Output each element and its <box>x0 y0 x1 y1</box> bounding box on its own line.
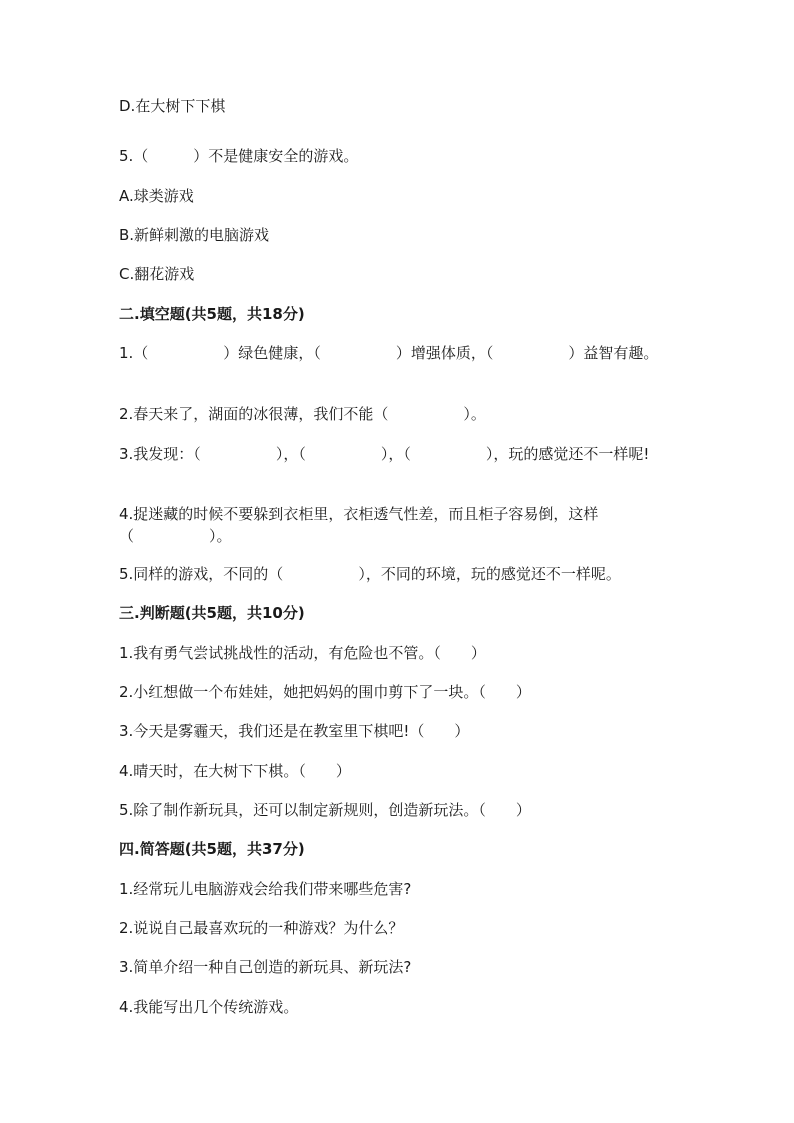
q4-option-d: D.在大树下下棋 <box>119 97 226 115</box>
q5-option-b: B.新鲜刺激的电脑游戏 <box>119 226 270 244</box>
judge-question-3: 3.今天是雾霾天，我们还是在教室里下棋吧!（ ） <box>119 722 470 740</box>
short-answer-question-3: 3.简单介绍一种自己创造的新玩具、新玩法? <box>119 958 412 976</box>
fill-blank-question-5: 5.同样的游戏，不同的（ ），不同的环境，玩的感觉还不一样呢。 <box>119 565 621 583</box>
judge-question-4: 4.晴天时，在大树下下棋。（ ） <box>119 762 351 780</box>
q5-option-c: C.翻花游戏 <box>119 265 195 283</box>
judge-question-1: 1.我有勇气尝试挑战性的活动，有危险也不管。（ ） <box>119 644 486 662</box>
section-heading-judge: 三.判断题(共5题，共10分) <box>119 604 305 622</box>
fill-blank-question-4: 4.捉迷藏的时候不要躲到衣柜里，衣柜透气性差，而且柜子容易倒，这样（ ）。 <box>119 505 599 545</box>
section-heading-short-answer: 四.简答题(共5题，共37分) <box>119 840 305 858</box>
fill-blank-question-3: 3.我发现：（ ），（ ），（ ），玩的感觉还不一样呢! <box>119 445 650 463</box>
fill-blank-question-2: 2.春天来了，湖面的冰很薄，我们不能（ ）。 <box>119 405 486 423</box>
q5-stem: 5.（ ）不是健康安全的游戏。 <box>119 147 359 165</box>
short-answer-question-4: 4.我能写出几个传统游戏。 <box>119 998 299 1016</box>
section-heading-fill-blank: 二.填空题(共5题，共18分) <box>119 305 305 323</box>
fill-blank-question-1: 1.（ ）绿色健康，（ ）增强体质，（ ）益智有趣。 <box>119 344 659 362</box>
short-answer-question-1: 1.经常玩儿电脑游戏会给我们带来哪些危害? <box>119 880 412 898</box>
judge-question-5: 5.除了制作新玩具，还可以制定新规则，创造新玩法。（ ） <box>119 801 531 819</box>
q5-option-a: A.球类游戏 <box>119 187 194 205</box>
judge-question-2: 2.小红想做一个布娃娃，她把妈妈的围巾剪下了一块。（ ） <box>119 683 531 701</box>
short-answer-question-2: 2.说说自己最喜欢玩的一种游戏？为什么？ <box>119 919 404 937</box>
